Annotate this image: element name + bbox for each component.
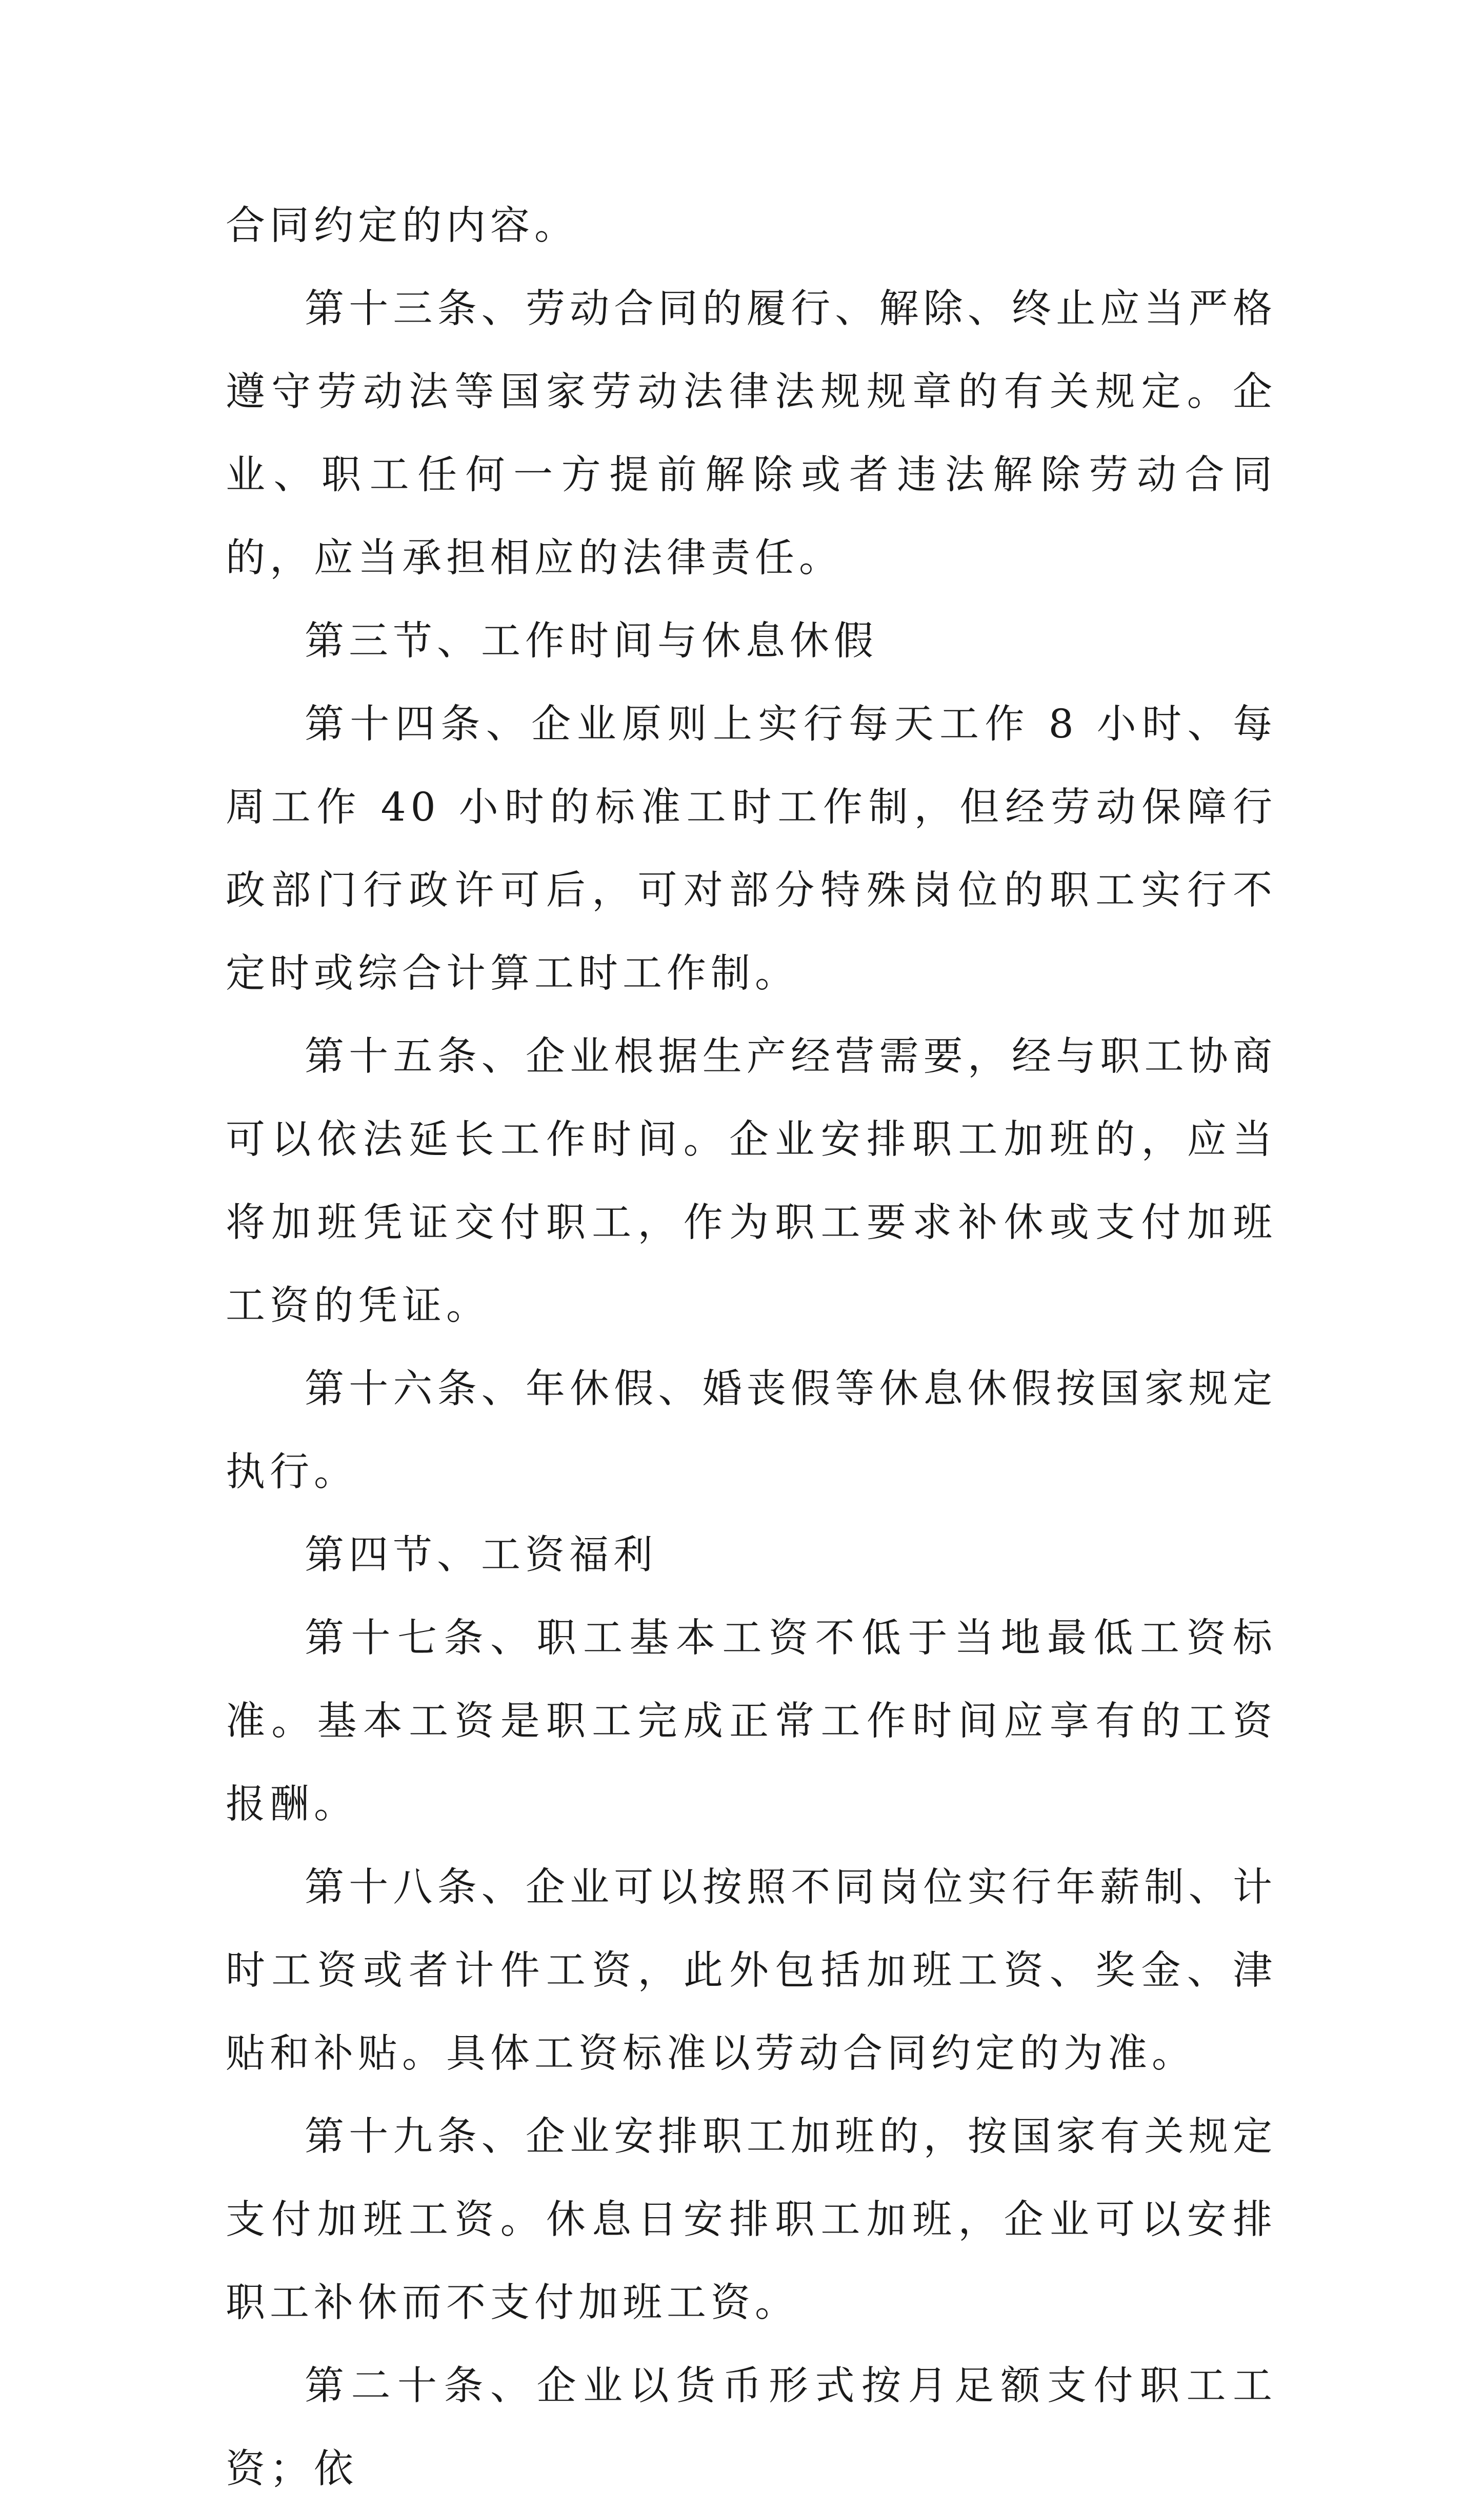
article-15-paragraph: 第十五条、企业根据生产经营需要，经与职工协商可以依法延长工作时间。企业安排职工加班的，应当将加班凭证交付职工，作为职工要求补休或支付加班工资的凭证。 <box>226 1034 1277 1329</box>
article-20-paragraph: 第二十条、企业以货币形式按月足额支付职工工资；依 <box>226 2363 1277 2492</box>
section-3-heading: 第三节、工作时间与休息休假 <box>305 619 878 664</box>
document-body <box>226 185 1277 2511</box>
article-18-paragraph: 第十八条、企业可以按照不同岗位实行年薪制、计时工资或者计件工资，此外包括加班工资、奖金、津贴和补贴。具体工资标准以劳动合同约定的为准。 <box>226 1865 1277 2077</box>
paragraph-continuation: 合同约定的内容。 <box>226 203 578 249</box>
article-14-paragraph: 第十四条、企业原则上实行每天工作 8 小时、每周工作 40 小时的标准工时工作制，但经劳动保障行政部门行政许可后，可对部分特殊岗位的职工实行不定时或综合计算工时工作制。 <box>226 702 1277 997</box>
article-16-paragraph: 第十六条、年休假、婚丧假等休息休假按国家规定执行。 <box>226 1366 1277 1495</box>
article-13-paragraph: 第十三条、劳动合同的履行、解除、终止应当严格遵守劳动法等国家劳动法律法规规章的有关规定。企业、职工任何一方提前解除或者违法解除劳动合同的，应当承担相应的法律责任。 <box>226 286 1277 581</box>
section-4-heading: 第四节、工资福利 <box>305 1532 657 1578</box>
article-17-paragraph: 第十七条、职工基本工资不低于当地最低工资标准。基本工资是职工完成正常工作时间应享有的工资报酬。 <box>226 1616 1277 1827</box>
article-19-paragraph: 第十九条、企业安排职工加班的，按国家有关规定支付加班工资。休息日安排职工加班，企业可以安排职工补休而不支付加班工资。 <box>226 2114 1277 2326</box>
